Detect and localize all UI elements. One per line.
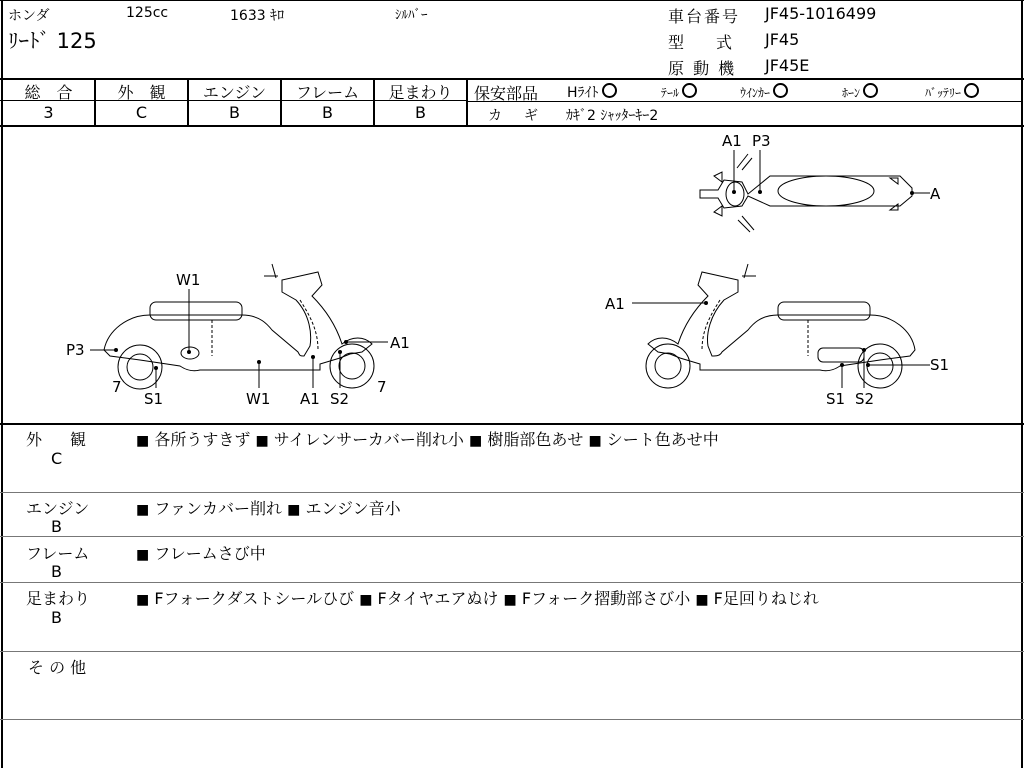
note-item: フレームさび中 <box>154 544 266 563</box>
label-rside-s1: S1 <box>930 356 950 374</box>
notes-frame-grade: B <box>51 562 62 581</box>
safety-label: 保安部品 <box>474 84 539 103</box>
suspension-grade-value: B <box>415 103 426 122</box>
note-item: Fタイヤエアぬけ <box>377 589 499 608</box>
notes-suspension-label: 足まわり <box>26 589 91 608</box>
notes-exterior-grade: C <box>51 449 63 468</box>
safety-item-horn <box>842 83 878 101</box>
note-item: サイレンサーカバー削れ小 <box>273 430 464 449</box>
label-w1-top: W1 <box>176 271 201 289</box>
border-top <box>0 0 1024 1</box>
frame-no-value: JF45-1016499 <box>765 4 877 23</box>
ok-mark-icon <box>682 83 697 98</box>
divider <box>0 719 1024 720</box>
label-a1-bottom: A1 <box>300 390 320 408</box>
ok-mark-icon <box>773 83 788 98</box>
engine-grade-value: B <box>229 103 240 122</box>
safety-item-name: ﾃｰﾙ <box>661 86 680 100</box>
damage-diagram <box>3 127 1021 423</box>
notes-suspension-grade: B <box>51 608 62 627</box>
safety-item-name: ﾊﾞｯﾃﾘｰ <box>925 86 962 100</box>
engine-label: 原 動 機 <box>668 59 737 78</box>
label-a1-right: A1 <box>390 334 410 352</box>
note-item: Fフォークダストシールひび <box>154 589 355 608</box>
frame-grade-value: B <box>322 103 333 122</box>
notes-engine-grade: B <box>51 517 62 536</box>
top-view-scooter <box>700 154 912 232</box>
notes-engine-items: ■ ファンカバー削れ ■ エンジン音小 <box>136 499 401 518</box>
divider <box>0 423 1024 425</box>
key-label: カ ギ <box>488 108 542 124</box>
maker: ホンダ <box>8 8 50 24</box>
notes-exterior-label: 外 観 <box>26 430 93 449</box>
label-top-a: A <box>930 185 941 203</box>
note-item: Fフォーク摺動部さび小 <box>521 589 691 608</box>
engine-value: JF45E <box>765 56 810 75</box>
label-rside-a1: A1 <box>605 295 625 313</box>
divider <box>0 536 1024 537</box>
divider <box>467 101 1023 102</box>
note-item: F足回りねじれ <box>713 589 819 608</box>
label-p3: P3 <box>66 341 85 359</box>
safety-item-tail <box>661 83 697 101</box>
safety-item-name: ﾎｰﾝ <box>842 86 861 100</box>
frame-no-label: 車台番号 <box>668 7 741 26</box>
safety-item-name: Hﾗｲﾄ <box>567 85 599 101</box>
label-rside-s1b: S1 <box>826 390 846 408</box>
notes-exterior-items: ■ 各所うすきず ■ サイレンサーカバー削れ小 ■ 樹脂部色あせ ■ シート色あせ中 <box>136 430 719 449</box>
label-s1: S1 <box>144 390 164 408</box>
right-side-scooter <box>646 264 915 388</box>
model-name: ﾘｰﾄﾞ 125 <box>8 29 97 53</box>
type-value: JF45 <box>765 30 800 49</box>
notes-other-label: そ の 他 <box>28 658 87 677</box>
exterior-label: 外 観 <box>117 83 166 102</box>
notes-suspension-items: ■ Fフォークダストシールひび ■ Fタイヤエアぬけ ■ Fフォーク摺動部さび小 ■ F足回りねじれ <box>136 589 819 608</box>
frame-grade-label: フレーム <box>295 83 360 102</box>
label-7-left: 7 <box>112 378 122 396</box>
safety-item-winker <box>740 83 788 101</box>
divider <box>0 492 1024 493</box>
displacement: 125cc <box>126 5 169 21</box>
divider <box>0 651 1024 652</box>
exterior-value: C <box>135 103 148 122</box>
notes-engine-label: エンジン <box>26 499 90 518</box>
key-value: ｶｷﾞ2 ｼｬｯﾀｰｷｰ2 <box>566 108 659 124</box>
label-top-a1: A1 <box>722 132 742 150</box>
color: ｼﾙﾊﾞｰ <box>395 8 428 23</box>
label-s2: S2 <box>330 390 350 408</box>
label-7-right: 7 <box>377 378 387 396</box>
ok-mark-icon <box>602 83 617 98</box>
label-w1-bottom: W1 <box>246 390 271 408</box>
note-item: 樹脂部色あせ <box>487 430 584 449</box>
overall-value: 3 <box>43 103 54 122</box>
note-item: シート色あせ中 <box>606 430 719 449</box>
left-side-scooter <box>104 264 374 389</box>
type-label: 型 式 <box>668 33 741 52</box>
engine-grade-label: エンジン <box>202 83 267 102</box>
notes-frame-label: フレーム <box>26 544 90 563</box>
notes-frame-items: ■ フレームさび中 <box>136 544 266 563</box>
note-item: 各所うすきず <box>154 430 251 449</box>
safety-item-headlight <box>567 82 617 102</box>
ok-mark-icon <box>863 83 878 98</box>
safety-item-battery <box>925 83 979 101</box>
divider <box>0 582 1024 583</box>
note-item: ファンカバー削れ <box>154 499 283 518</box>
note-item: エンジン音小 <box>305 499 401 518</box>
ok-mark-icon <box>964 83 979 98</box>
suspension-grade-label: 足まわり <box>388 83 453 102</box>
border-right <box>1021 0 1023 768</box>
label-top-p3: P3 <box>752 132 771 150</box>
safety-item-name: ｳｲﾝｶｰ <box>740 86 771 100</box>
mileage: 1633 ｷﾛ <box>230 8 285 24</box>
overall-label: 総 合 <box>24 83 73 102</box>
divider <box>466 79 468 126</box>
label-rside-s2: S2 <box>855 390 875 408</box>
